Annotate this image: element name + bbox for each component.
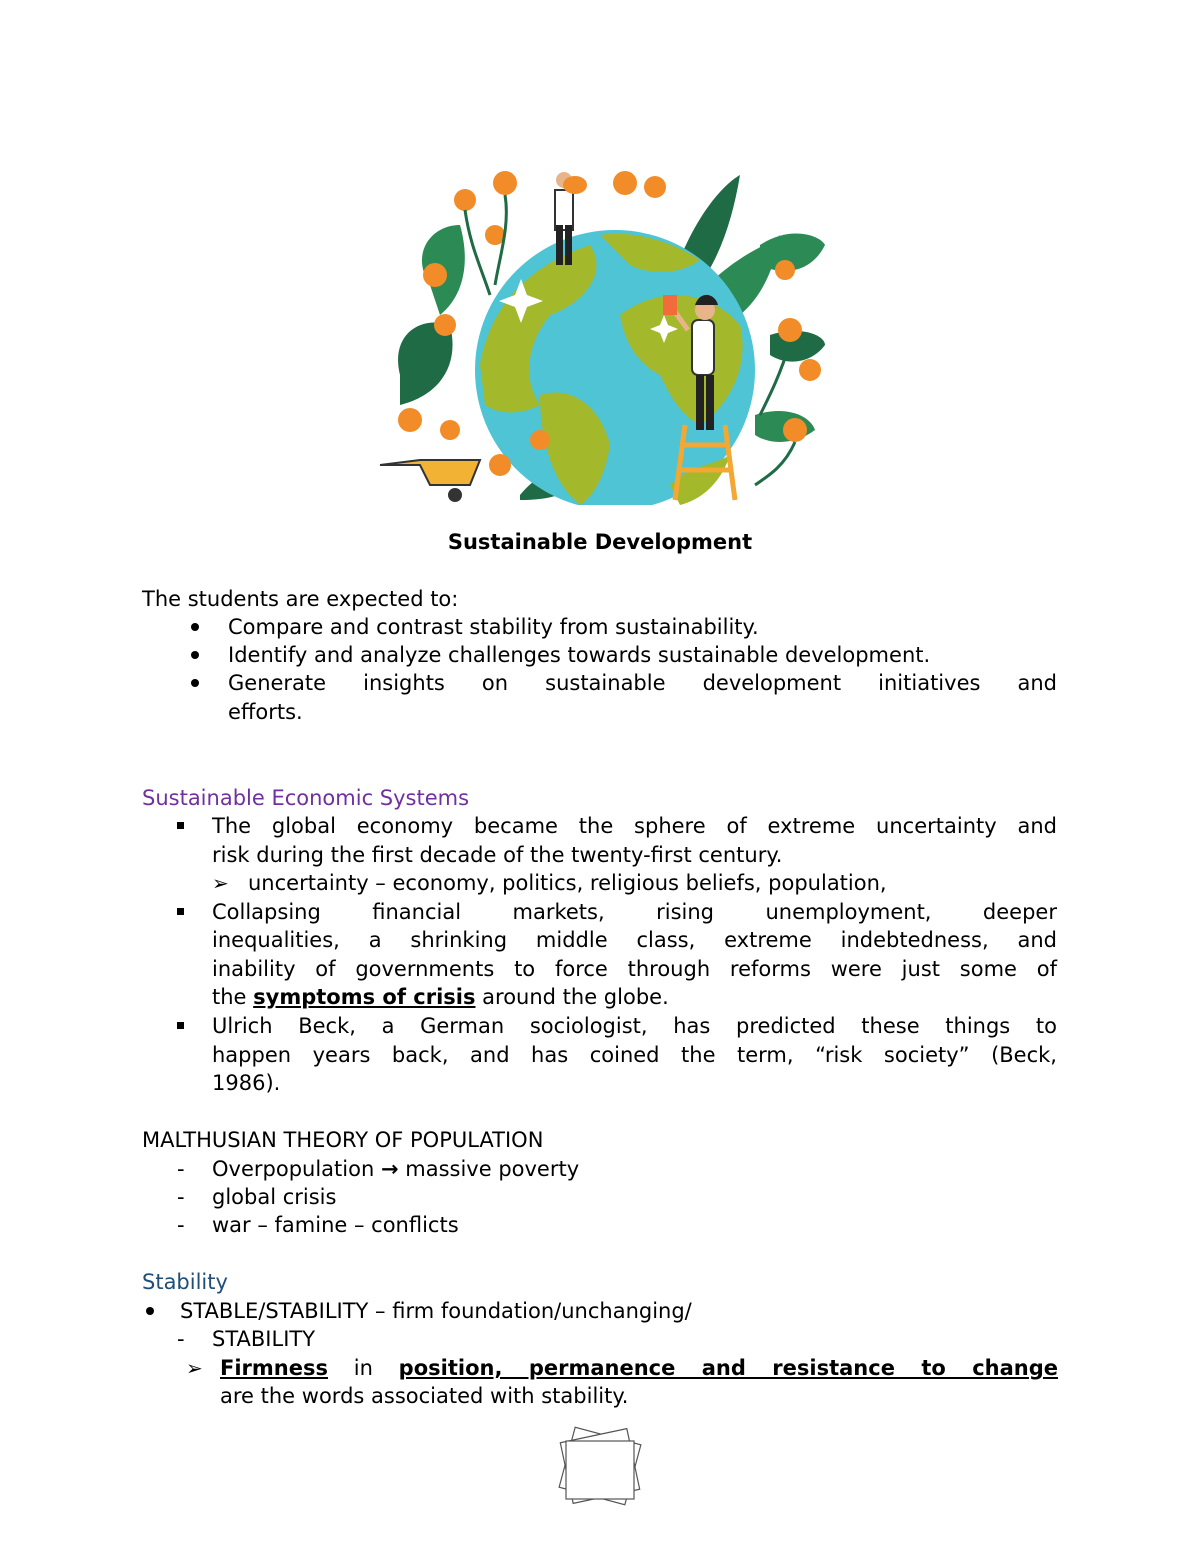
square-bullet-icon [177,1022,184,1029]
text-span: the [212,985,254,1009]
stacked-pages-icon [552,1425,647,1515]
economic-bullet-1-line: The global economy became the sphere of extreme uncertainty and [212,814,1057,838]
stability-definition-line: are the words associated with stability. [220,1384,629,1408]
stability-bullet: STABLE/STABILITY – firm foundation/unchanging/ [180,1299,692,1323]
intro-text: The students are expected to: [142,587,459,611]
objective-item: Generate insights on sustainable development initiatives and [228,671,1057,695]
economic-bullet-3-line: Ulrich Beck, a German sociologist, has predicted these things to [212,1014,1057,1038]
malthusian-item: global crisis [212,1185,337,1209]
economic-bullet-2-line [212,983,669,1011]
bullet-icon [191,651,199,659]
square-bullet-icon [177,908,184,915]
right-arrow-icon: → [380,1157,399,1181]
section-heading-malthusian-theory: MALTHUSIAN THEORY OF POPULATION [142,1128,544,1152]
dash-bullet-icon: - [177,1157,185,1181]
economic-bullet-1-line: risk during the first decade of the twenty-first century. [212,843,783,867]
firmness-emphasis: Firmness [220,1356,328,1380]
objective-item-continued: efforts. [228,700,303,724]
position-permanence-emphasis: position, permanence and resistance to change [398,1356,1059,1380]
bullet-icon [146,1307,154,1315]
stability-subitem: STABILITY [212,1327,316,1351]
page-title: Sustainable Development [447,530,753,554]
square-bullet-icon [177,822,184,829]
arrowhead-bullet-icon: ➢ [186,1356,203,1380]
economic-bullet-2-line: Collapsing financial markets, rising unemployment, deeper [212,900,1057,924]
stability-definition-line [220,1354,1058,1382]
dash-bullet-icon: - [177,1185,185,1209]
text-span: in [327,1356,399,1380]
text-span: around the globe. [475,985,669,1009]
text-span: Overpopulation [212,1157,375,1181]
malthusian-item: war – famine – conflicts [212,1213,459,1237]
section-heading-sustainable-economic-systems: Sustainable Economic Systems [142,786,470,810]
symptoms-of-crisis-emphasis: symptoms of crisis [253,985,476,1009]
uncertainty-subitem: uncertainty – economy, politics, religious beliefs, population, [248,871,887,895]
text-span: massive poverty [405,1157,580,1181]
dash-bullet-icon: - [177,1213,185,1237]
economic-bullet-3-line: happen years back, and has coined the term, “risk society” (Beck, [212,1043,1057,1067]
section-heading-stability: Stability [142,1270,228,1294]
sustainable-earth-illustration [370,165,830,505]
objective-item: Identify and analyze challenges towards sustainable development. [228,643,931,667]
malthusian-item [212,1155,579,1183]
objective-item: Compare and contrast stability from sustainability. [228,615,759,639]
economic-bullet-2-line: inability of governments to force through reforms were just some of [212,957,1057,981]
economic-bullet-3-line: 1986). [212,1071,281,1095]
bullet-icon [191,679,199,687]
bullet-icon [191,623,199,631]
economic-bullet-2-line: inequalities, a shrinking middle class, extreme indebtedness, and [212,928,1057,952]
arrowhead-bullet-icon: ➢ [212,871,229,895]
dash-bullet-icon: - [177,1327,185,1351]
